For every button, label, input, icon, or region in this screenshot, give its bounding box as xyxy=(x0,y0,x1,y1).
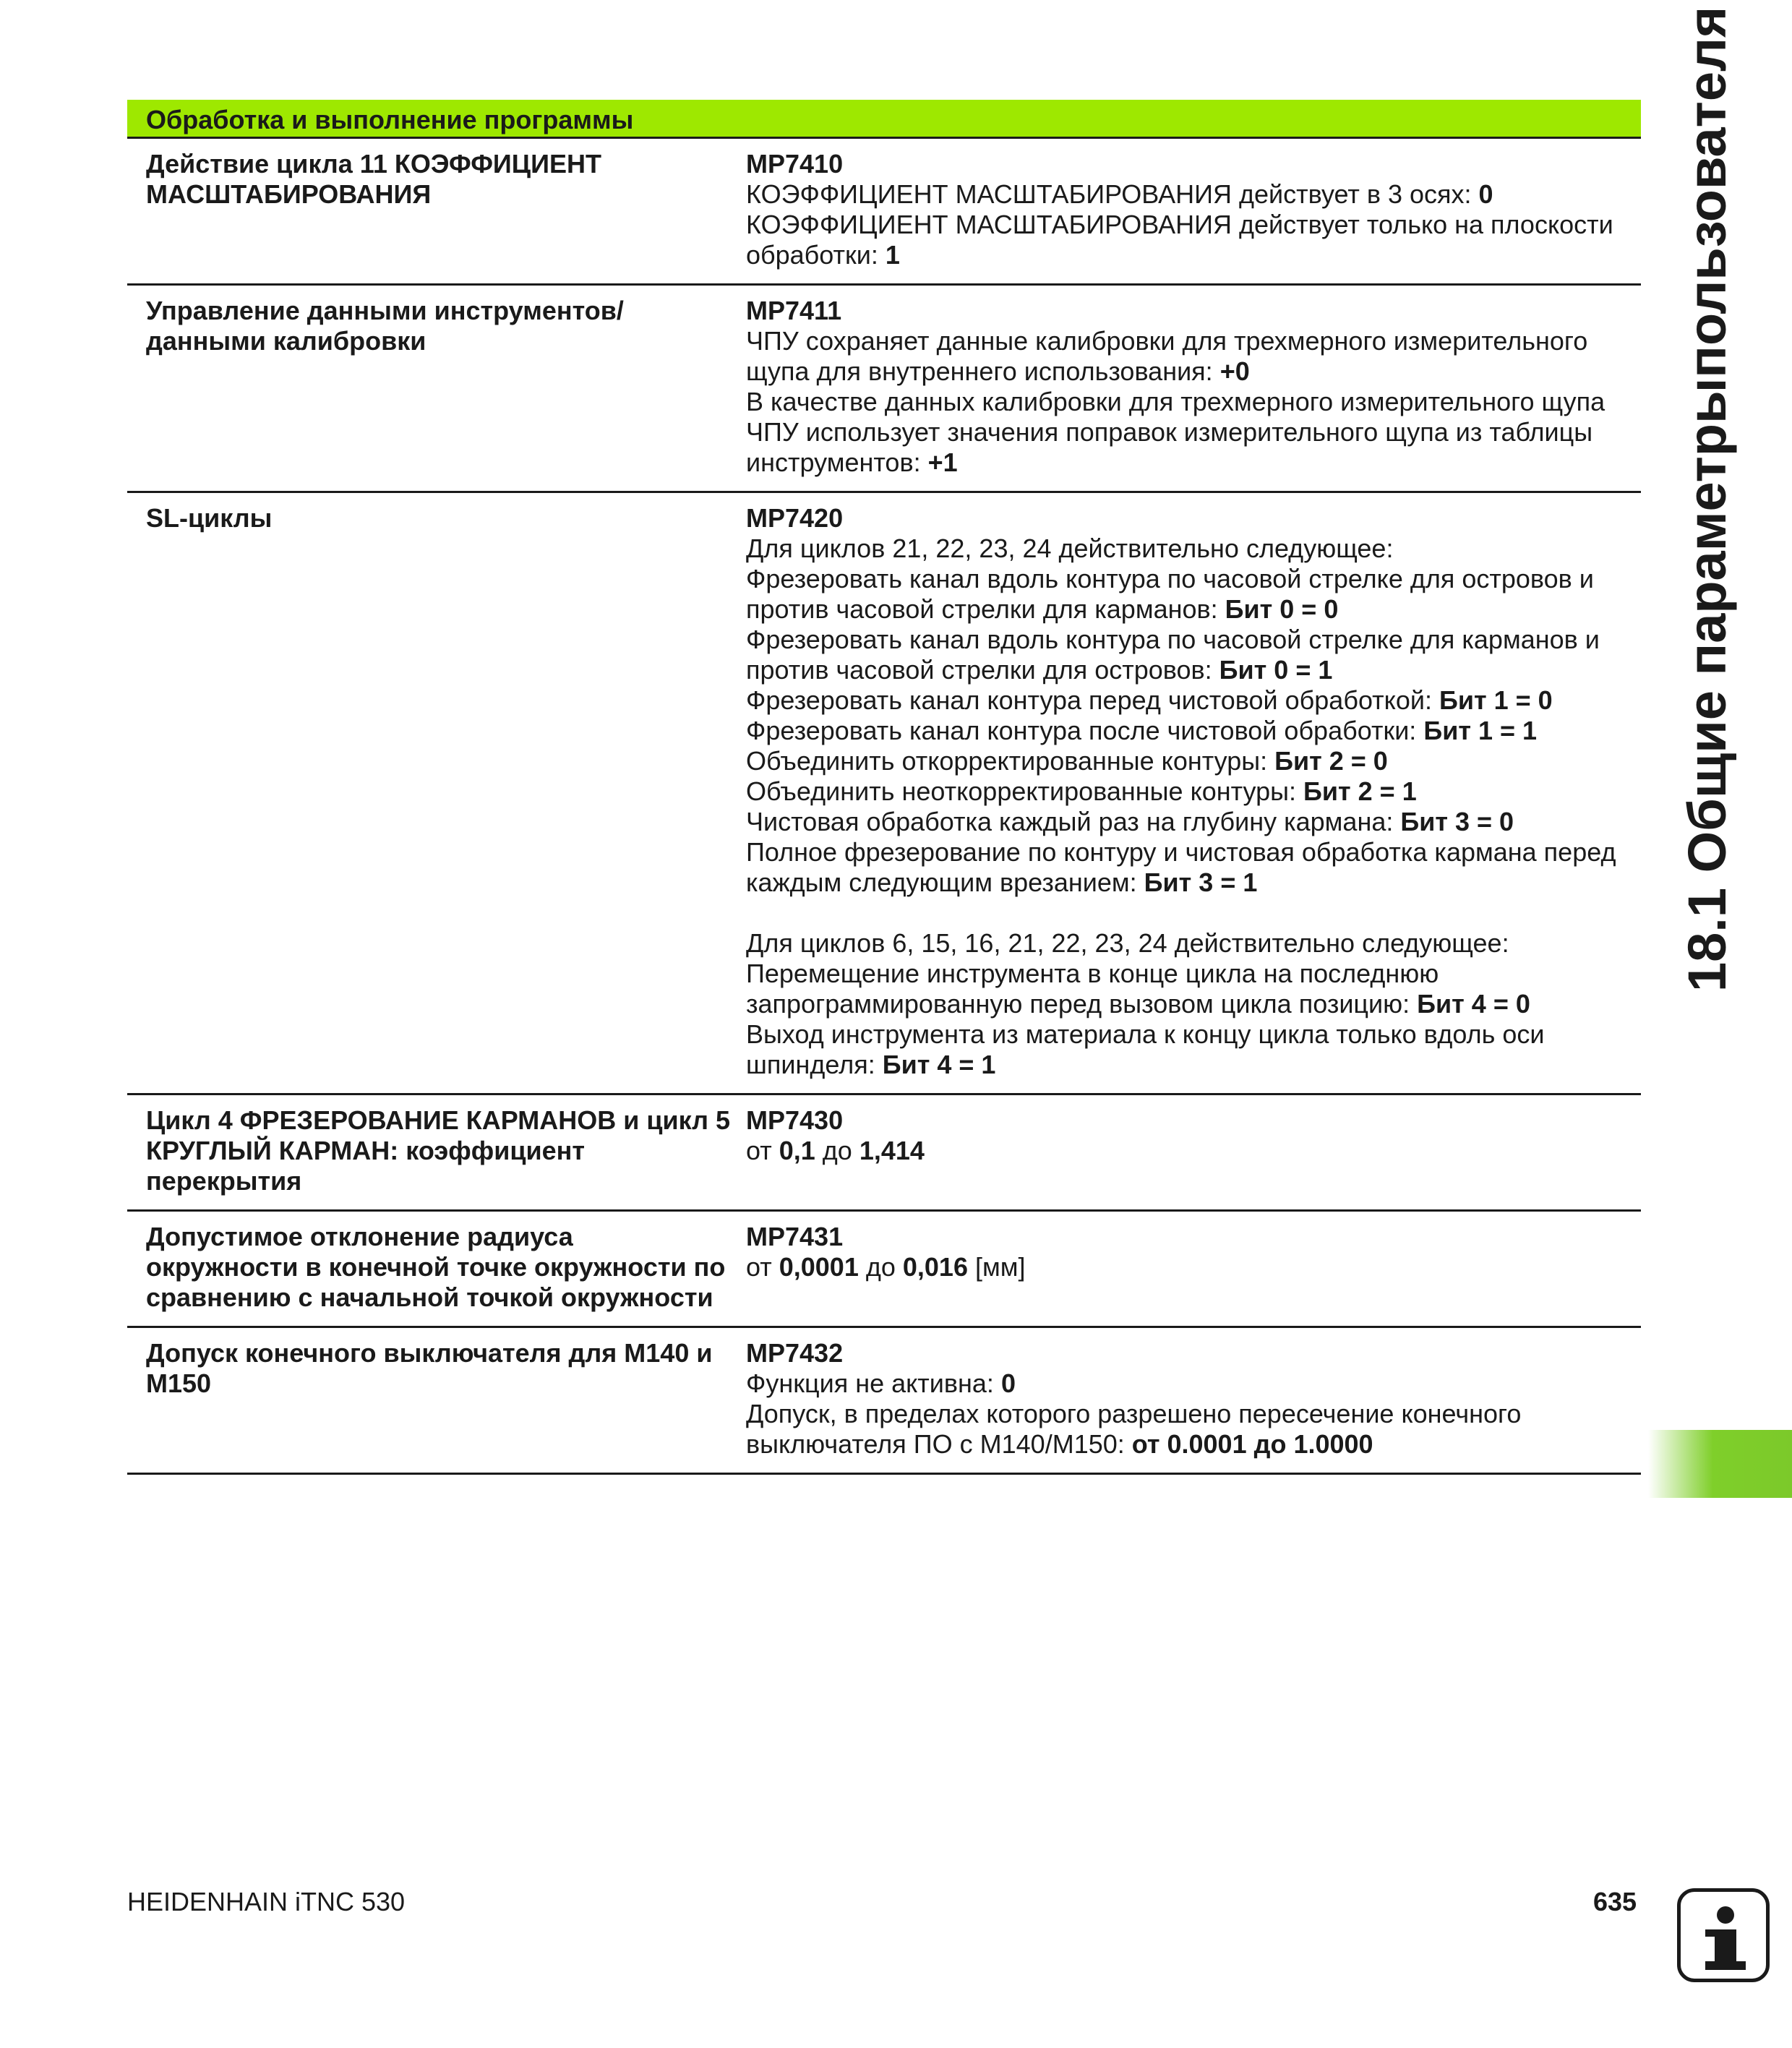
parameter-value xyxy=(746,1338,1641,1460)
parameter-label: Действие цикла 11 КОЭФФИЦИЕНТ МАСШТАБИРОВАНИЯ xyxy=(146,149,601,209)
value-line xyxy=(746,1019,1629,1080)
value-setting: Бит 1 = 1 xyxy=(1423,716,1538,745)
value-line xyxy=(746,776,1629,807)
value-setting: Бит 4 = 0 xyxy=(1417,989,1530,1019)
value-setting: 0,016 xyxy=(902,1252,968,1282)
value-setting: Бит 2 = 0 xyxy=(1274,746,1388,776)
parameter-value xyxy=(746,149,1641,270)
value-setting: Бит 4 = 1 xyxy=(882,1050,996,1079)
table-row xyxy=(127,286,1641,493)
value-text: Чистовая обработка каждый раз на глубину кармана: xyxy=(746,807,1401,836)
value-setting: Бит 2 = 1 xyxy=(1303,776,1417,806)
value-setting: от 0.0001 до 1.0000 xyxy=(1131,1429,1373,1459)
value-line xyxy=(746,1252,1629,1282)
value-text: Для циклов 21, 22, 23, 24 действительно следующее: xyxy=(746,534,1394,563)
value-line xyxy=(746,625,1629,685)
blank-line xyxy=(746,898,1629,928)
machine-parameter-id: MP7432 xyxy=(746,1338,844,1368)
machine-parameter-id: MP7411 xyxy=(746,296,842,325)
value-setting: +1 xyxy=(927,447,958,477)
value-line xyxy=(746,564,1629,625)
value-text: Объединить неоткорректированные контуры: xyxy=(746,776,1304,806)
value-setting: Бит 1 = 0 xyxy=(1439,685,1553,715)
value-setting: 0,0001 xyxy=(779,1252,859,1282)
chapter-tab-marker xyxy=(1648,1430,1792,1498)
value-text: Фрезеровать канал контура после чистовой обработки: xyxy=(746,716,1424,745)
value-line xyxy=(746,534,1629,564)
value-text: от xyxy=(746,1252,779,1282)
parameter-label: Цикл 4 ФРЕЗЕРОВАНИЕ КАРМАНОВ и цикл 5 КРУГЛЫЙ КАРМАН: коэффициент перекрытия xyxy=(146,1105,730,1196)
value-line xyxy=(746,807,1629,837)
value-line xyxy=(746,326,1629,387)
value-text: ЧПУ сохраняет данные калибровки для трехмерного измерительного щупа для внутреннего использования: xyxy=(746,326,1588,386)
machine-parameter-id: MP7430 xyxy=(746,1105,844,1135)
value-setting: 0 xyxy=(1478,179,1493,209)
table-row xyxy=(127,139,1641,286)
info-icon-base xyxy=(1705,1961,1746,1970)
value-setting: +0 xyxy=(1219,356,1250,386)
footer-product: HEIDENHAIN iTNC 530 xyxy=(127,1887,406,1916)
parameter-value xyxy=(746,503,1641,1080)
page-number: 635 xyxy=(1593,1887,1637,1916)
info-icon-stem xyxy=(1715,1929,1736,1964)
value-text: от xyxy=(746,1136,779,1165)
value-line xyxy=(746,837,1629,898)
value-setting: Бит 3 = 0 xyxy=(1400,807,1514,836)
value-line xyxy=(746,387,1629,478)
value-text: Фрезеровать канал контура перед чистовой обработкой: xyxy=(746,685,1439,715)
value-text: Перемещение инструмента в конце цикла на последнюю запрограммированную перед вызовом цикла позицию: xyxy=(746,959,1439,1019)
value-line xyxy=(746,1399,1629,1460)
value-setting: 1,414 xyxy=(859,1136,925,1165)
parameter-label: SL-циклы xyxy=(146,503,273,533)
value-text: до xyxy=(858,1252,903,1282)
parameter-table xyxy=(127,100,1641,1475)
value-text: КОЭФФИЦИЕНТ МАСШТАБИРОВАНИЯ действует только на плоскости обработки: xyxy=(746,210,1613,270)
table-body xyxy=(127,139,1641,1475)
value-setting: 0 xyxy=(1000,1368,1016,1398)
value-text: В качестве данных калибровки для трехмерного измерительного щупа ЧПУ использует значения поправок измерительного щупа из таблицы инструментов: xyxy=(746,387,1605,477)
value-setting: 1 xyxy=(885,240,900,270)
parameter-value xyxy=(746,1222,1641,1313)
table-row xyxy=(127,1212,1641,1328)
table-row xyxy=(127,1095,1641,1212)
section-header: Обработка и выполнение программы xyxy=(127,100,1641,139)
value-line xyxy=(746,746,1629,776)
parameter-label: Допустимое отклонение радиуса окружности в конечной точке окружности по сравнению с начальной точкой окружности xyxy=(146,1222,726,1312)
value-line xyxy=(746,685,1629,716)
parameter-label: Допуск конечного выключателя для M140 и M150 xyxy=(146,1338,713,1398)
value-line xyxy=(746,210,1629,270)
value-text: Фрезеровать канал вдоль контура по часовой стрелке для карманов и против часовой стрелки для островов: xyxy=(746,625,1600,685)
parameter-label: Управление данными инструментов/данными калибровки xyxy=(146,296,624,356)
value-text: Допуск, в пределах которого разрешено пересечение конечного выключателя ПО с M140/M150: xyxy=(746,1399,1522,1459)
machine-parameter-id: MP7431 xyxy=(746,1222,844,1251)
parameter-value xyxy=(746,1105,1641,1196)
value-text: Фрезеровать канал вдоль контура по часовой стрелке для островов и против часовой стрелки для карманов: xyxy=(746,564,1594,624)
value-line xyxy=(746,1368,1629,1399)
machine-parameter-id: MP7410 xyxy=(746,149,844,179)
value-text: Выход инструмента из материала к концу цикла только вдоль оси шпинделя: xyxy=(746,1019,1545,1079)
value-text: до xyxy=(815,1136,859,1165)
value-line xyxy=(746,179,1629,210)
machine-parameter-id: MP7420 xyxy=(746,503,844,533)
value-text: Полное фрезерование по контуру и чистовая обработка кармана перед каждым следующим врезанием: xyxy=(746,837,1616,897)
value-text: Объединить откорректированные контуры: xyxy=(746,746,1275,776)
table-row xyxy=(127,493,1641,1095)
value-setting: Бит 3 = 1 xyxy=(1144,867,1258,897)
parameter-value xyxy=(746,296,1641,478)
value-setting: Бит 0 = 0 xyxy=(1225,594,1339,624)
info-icon xyxy=(1677,1888,1770,1982)
value-line xyxy=(746,959,1629,1019)
value-line xyxy=(746,928,1629,959)
value-setting: Бит 0 = 1 xyxy=(1219,655,1333,685)
value-text: Функция не активна: xyxy=(746,1368,1001,1398)
value-text: [мм] xyxy=(967,1252,1026,1282)
chapter-title-vertical: 18.1 Общие параметрыпользователя xyxy=(1677,6,1737,992)
value-setting: 0,1 xyxy=(779,1136,815,1165)
value-line xyxy=(746,716,1629,746)
value-text: КОЭФФИЦИЕНТ МАСШТАБИРОВАНИЯ действует в 3 осях: xyxy=(746,179,1479,209)
table-row xyxy=(127,1328,1641,1475)
info-icon-dot xyxy=(1717,1906,1734,1924)
value-line xyxy=(746,1136,1629,1166)
value-text: Для циклов 6, 15, 16, 21, 22, 23, 24 действительно следующее: xyxy=(746,928,1509,958)
